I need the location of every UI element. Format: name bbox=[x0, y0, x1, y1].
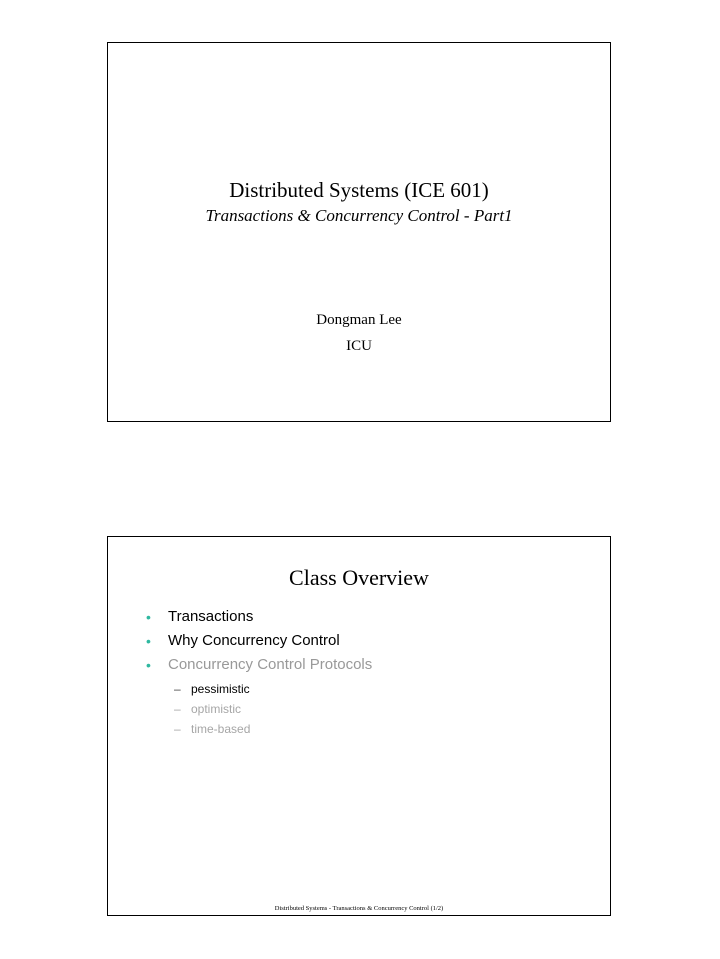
slide-class-overview bbox=[107, 536, 611, 916]
author-name: Dongman Lee bbox=[316, 312, 402, 328]
sub-bullet-text: pessimistic bbox=[191, 682, 250, 696]
bullet-item bbox=[146, 655, 372, 679]
bullet-item bbox=[146, 607, 372, 631]
dash-icon: – bbox=[174, 682, 181, 696]
bullet-dot-icon: • bbox=[146, 633, 151, 649]
bullet-item bbox=[146, 631, 372, 655]
sub-bullet-item bbox=[174, 681, 250, 701]
slide-subtitle: Transactions & Concurrency Control - Part1 bbox=[205, 206, 513, 225]
bullet-list bbox=[146, 607, 372, 679]
sub-bullet-item bbox=[174, 701, 250, 721]
sub-bullet-list bbox=[174, 681, 250, 741]
bullet-dot-icon: • bbox=[146, 657, 151, 673]
bullet-text: Concurrency Control Protocols bbox=[168, 656, 373, 673]
author-affiliation: ICU bbox=[346, 338, 372, 354]
bullet-dot-icon: • bbox=[146, 609, 151, 625]
bullet-text: Why Concurrency Control bbox=[168, 632, 340, 649]
dash-icon: – bbox=[174, 702, 181, 716]
dash-icon: – bbox=[174, 722, 181, 736]
slide-footer: Distributed Systems - Transactions & Concurrency Control (1/2) bbox=[274, 905, 444, 912]
sub-bullet-text: time-based bbox=[191, 722, 251, 736]
bullet-text: Transactions bbox=[168, 608, 254, 625]
slide-title: Class Overview bbox=[289, 565, 429, 590]
sub-bullet-item bbox=[174, 721, 250, 741]
slide-title-page bbox=[107, 42, 611, 422]
slide-title: Distributed Systems (ICE 601) bbox=[229, 178, 489, 202]
sub-bullet-text: optimistic bbox=[191, 702, 242, 716]
